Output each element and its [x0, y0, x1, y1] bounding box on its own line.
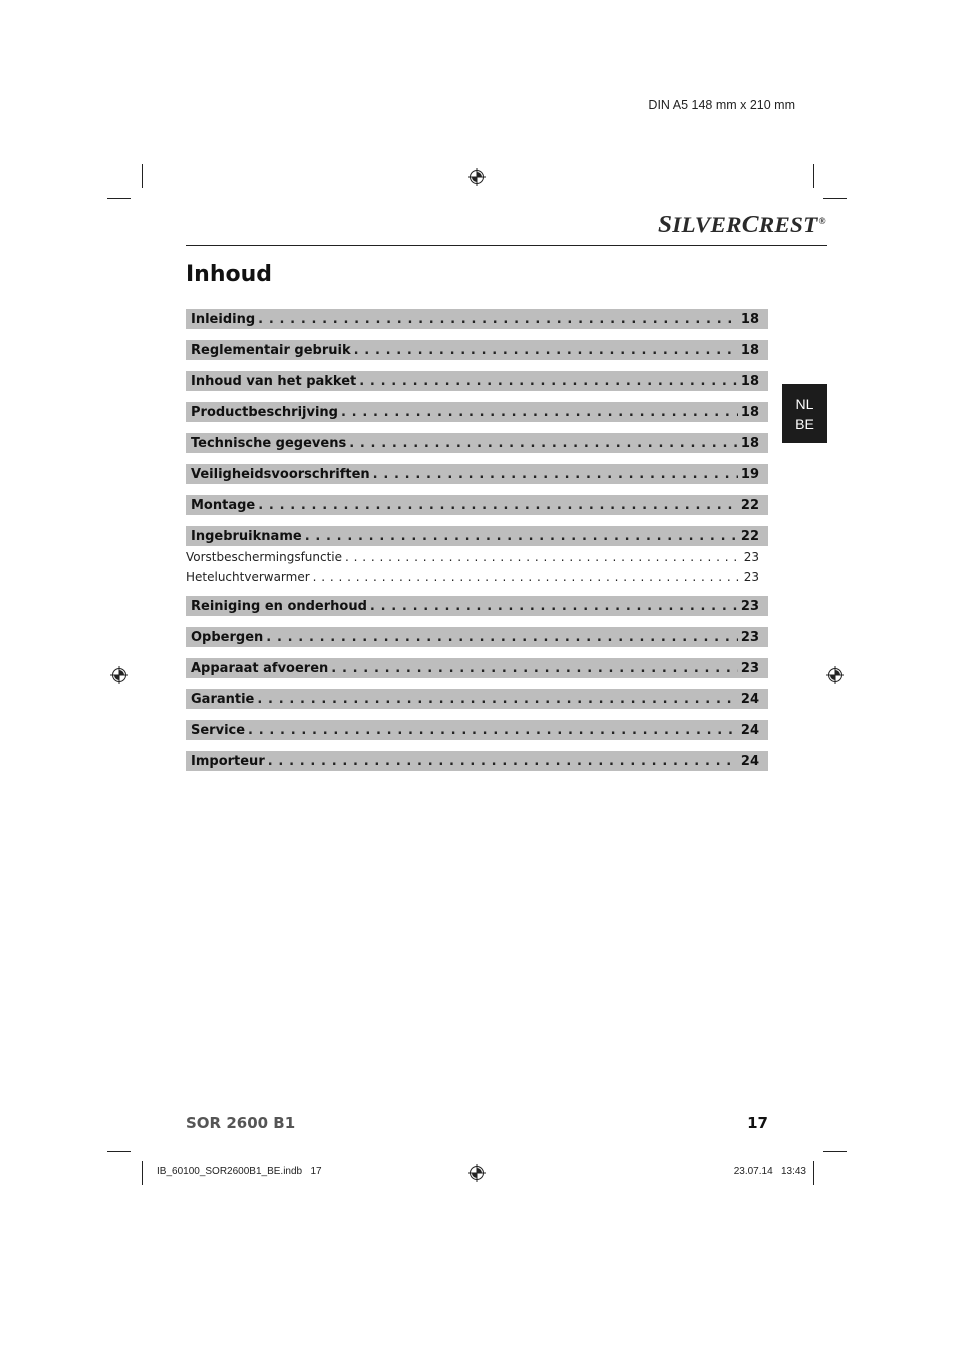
- toc-entry-label: Productbeschrijving: [191, 404, 338, 420]
- toc-entry[interactable]: [186, 720, 768, 740]
- dot-leader: [359, 374, 738, 389]
- registration-mark-icon: [826, 666, 844, 684]
- print-slug-file: IB_60100_SOR2600B1_BE.indb 17: [157, 1166, 322, 1177]
- page-format-note: DIN A5 148 mm x 210 mm: [648, 98, 795, 112]
- toc-entry-page: 18: [740, 435, 759, 451]
- toc-entry-label: Montage: [191, 497, 256, 513]
- registration-mark-icon: [110, 666, 128, 684]
- crop-mark-top-right-horizontal: [823, 198, 847, 199]
- dot-leader: [341, 405, 738, 420]
- toc-subentry[interactable]: [186, 548, 768, 566]
- language-code: BE: [795, 416, 814, 432]
- toc-entry[interactable]: [186, 658, 768, 678]
- print-slug-datetime: 23.07.14 13:43: [733, 1166, 806, 1177]
- toc-entry-label: Inleiding: [191, 311, 256, 327]
- toc-entry-page: 22: [740, 528, 759, 544]
- toc-entry-label: Ingebruikname: [191, 528, 302, 544]
- crop-mark-bottom-left-vertical: [142, 1161, 143, 1185]
- toc-entry[interactable]: [186, 596, 768, 616]
- crop-mark-bottom-right-vertical: [813, 1161, 814, 1185]
- toc-entry[interactable]: [186, 309, 768, 329]
- toc-entry-page: 23: [740, 598, 759, 614]
- page-title: Inhoud: [186, 262, 273, 287]
- dot-leader: [305, 529, 738, 544]
- toc-entry-label: Reiniging en onderhoud: [191, 598, 367, 614]
- toc-entry-page: 24: [740, 722, 759, 738]
- toc-entry-page: 19: [740, 466, 759, 482]
- dot-leader: [331, 661, 738, 676]
- crop-mark-top-right-vertical: [813, 164, 814, 188]
- silvercrest-logo: SILVERCREST®: [658, 212, 826, 238]
- crop-mark-bottom-left-horizontal: [107, 1151, 131, 1152]
- dot-leader: [354, 343, 738, 358]
- toc-entry-page: 23: [740, 660, 759, 676]
- toc-subentry-label: Vorstbeschermingsfunctie: [186, 550, 343, 564]
- dot-leader: [266, 630, 738, 645]
- toc-entry[interactable]: [186, 689, 768, 709]
- toc-entry-page: 18: [740, 311, 759, 327]
- dot-leader: [258, 498, 738, 513]
- toc-entry[interactable]: [186, 371, 768, 391]
- toc-entry-page: 18: [740, 342, 759, 358]
- toc-entry[interactable]: [186, 751, 768, 771]
- toc-entry-page: 18: [740, 373, 759, 389]
- language-code: NL: [795, 396, 814, 412]
- toc-entry-label: Service: [191, 722, 246, 738]
- toc-entry-page: 22: [740, 497, 759, 513]
- dot-leader: [257, 692, 738, 707]
- toc-subentry-page: 23: [743, 550, 759, 564]
- dot-leader: [345, 550, 741, 564]
- toc-entry-label: Garantie: [191, 691, 255, 707]
- header-divider: [186, 245, 827, 246]
- toc-entry-page: 24: [740, 753, 759, 769]
- model-number: SOR 2600 B1: [186, 1114, 296, 1132]
- toc-entry-label: Veiligheidsvoorschriften: [191, 466, 370, 482]
- toc-entry[interactable]: [186, 526, 768, 546]
- page-number: 17: [747, 1114, 768, 1132]
- crop-mark-bottom-right-horizontal: [823, 1151, 847, 1152]
- toc-entry-label: Opbergen: [191, 629, 264, 645]
- toc-entry-label: Reglementair gebruik: [191, 342, 351, 358]
- toc-entry[interactable]: [186, 627, 768, 647]
- registration-mark-icon: [468, 168, 486, 186]
- toc-entry-label: Inhoud van het pakket: [191, 373, 357, 389]
- dot-leader: [370, 599, 738, 614]
- toc-entry[interactable]: [186, 464, 768, 484]
- toc-entry-page: 23: [740, 629, 759, 645]
- crop-mark-top-left-horizontal: [107, 198, 131, 199]
- toc-entry[interactable]: [186, 402, 768, 422]
- dot-leader: [349, 436, 738, 451]
- dot-leader: [313, 570, 741, 584]
- toc-entry-page: 18: [740, 404, 759, 420]
- dot-leader: [268, 754, 738, 769]
- toc-subentry-label: Heteluchtverwarmer: [186, 570, 310, 584]
- toc-entry[interactable]: [186, 340, 768, 360]
- toc-entry-label: Technische gegevens: [191, 435, 347, 451]
- toc-subentry[interactable]: [186, 568, 768, 586]
- crop-mark-top-left-vertical: [142, 164, 143, 188]
- dot-leader: [248, 723, 738, 738]
- language-tab: [782, 384, 827, 443]
- dot-leader: [373, 467, 738, 482]
- toc-entry-label: Importeur: [191, 753, 265, 769]
- registration-mark-icon: [468, 1164, 486, 1182]
- toc-entry[interactable]: [186, 433, 768, 453]
- dot-leader: [258, 312, 738, 327]
- toc-entry[interactable]: [186, 495, 768, 515]
- toc-entry-page: 24: [740, 691, 759, 707]
- toc-entry-label: Apparaat afvoeren: [191, 660, 329, 676]
- toc-subentry-page: 23: [743, 570, 759, 584]
